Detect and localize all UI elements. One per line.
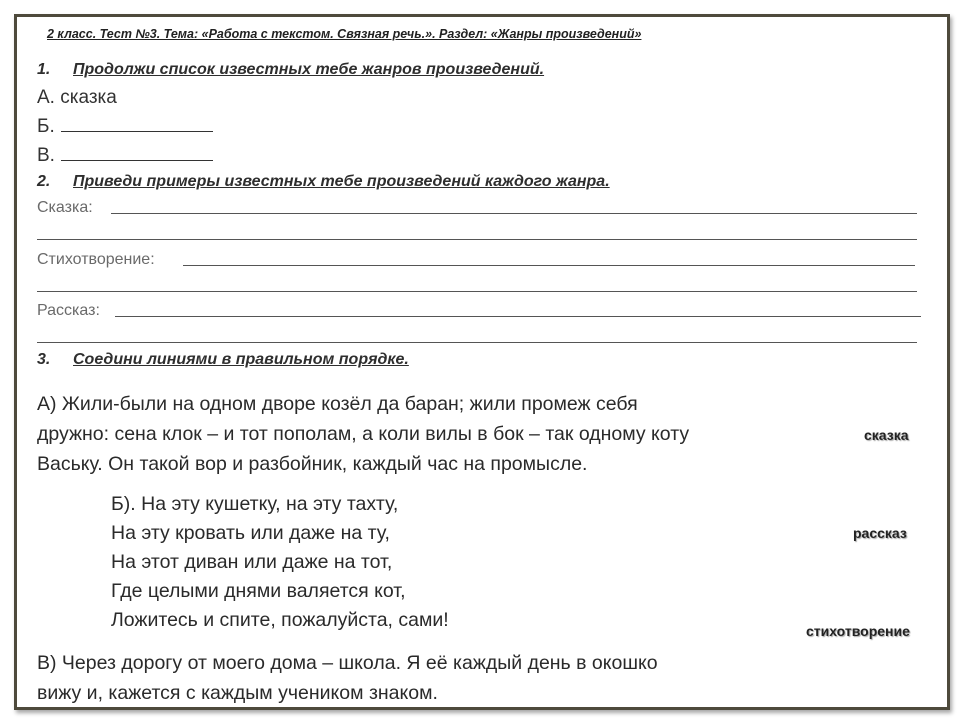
question-2 xyxy=(37,173,610,191)
passage-c xyxy=(37,648,658,708)
passage-c-line: В) Через дорогу от моего дома – школа. Я её каждый день в окошко xyxy=(37,652,658,674)
passage-b-line: Ложитесь и спите, пожалуйста, сами! xyxy=(111,609,449,631)
answer-c xyxy=(37,145,213,167)
answer-a-text: А. сказка xyxy=(37,87,117,108)
worksheet xyxy=(14,14,950,710)
passage-a xyxy=(37,389,689,479)
question-2-number: 2. xyxy=(37,173,51,190)
label-poem: Стихотворение: xyxy=(37,251,155,268)
answer-b-label: Б. xyxy=(37,116,55,137)
question-1-number: 1. xyxy=(37,61,51,78)
passage-b-line: На эту кровать или даже на ту, xyxy=(111,522,390,544)
genre-poem[interactable]: стихотворение xyxy=(806,623,910,639)
answer-c-blank[interactable] xyxy=(61,159,213,161)
answer-line-skazka[interactable] xyxy=(111,213,917,214)
label-story: Рассказ: xyxy=(37,302,100,319)
passage-b-line: Б). На эту кушетку, на эту тахту, xyxy=(111,493,399,515)
answer-a xyxy=(37,87,117,109)
passage-a-line: дружно: сена клок – и тот пополам, а коли вилы в бок – так одному коту xyxy=(37,423,690,445)
question-3-text: Соедини линиями в правильном порядке. xyxy=(73,351,409,368)
question-3 xyxy=(37,351,409,369)
question-1-text: Продолжи список известных тебе жанров произведений. xyxy=(73,61,545,78)
worksheet-header: 2 класс. Тест №3. Тема: «Работа с текстом. Связная речь.». Раздел: «Жанры произведений» xyxy=(47,27,642,41)
question-1 xyxy=(37,61,544,79)
answer-b-blank[interactable] xyxy=(61,130,213,132)
answer-c-label: В. xyxy=(37,145,55,166)
answer-b xyxy=(37,116,213,138)
question-3-number: 3. xyxy=(37,351,51,368)
genre-story[interactable]: рассказ xyxy=(853,525,907,541)
passage-b-line: Где целыми днями валяется кот, xyxy=(111,580,406,602)
passage-a-line: Ваську. Он такой вор и разбойник, каждый час на промысле. xyxy=(37,453,588,475)
answer-line-poem-2[interactable] xyxy=(37,291,917,292)
answer-line-skazka-2[interactable] xyxy=(37,239,917,240)
answer-line-story[interactable] xyxy=(115,316,921,317)
passage-b xyxy=(111,490,449,635)
passage-c-line: вижу и, кажется с каждым учеником знаком. xyxy=(37,682,438,704)
passage-a-line: А) Жили-были на одном дворе козёл да баран; жили промеж себя xyxy=(37,393,638,415)
genre-skazka[interactable]: сказка xyxy=(864,427,909,443)
answer-line-poem[interactable] xyxy=(183,265,915,266)
label-skazka: Сказка: xyxy=(37,199,93,216)
answer-line-story-2[interactable] xyxy=(37,342,917,343)
question-2-text: Приведи примеры известных тебе произведений каждого жанра. xyxy=(73,173,610,190)
passage-b-line: На этот диван или даже на тот, xyxy=(111,551,393,573)
